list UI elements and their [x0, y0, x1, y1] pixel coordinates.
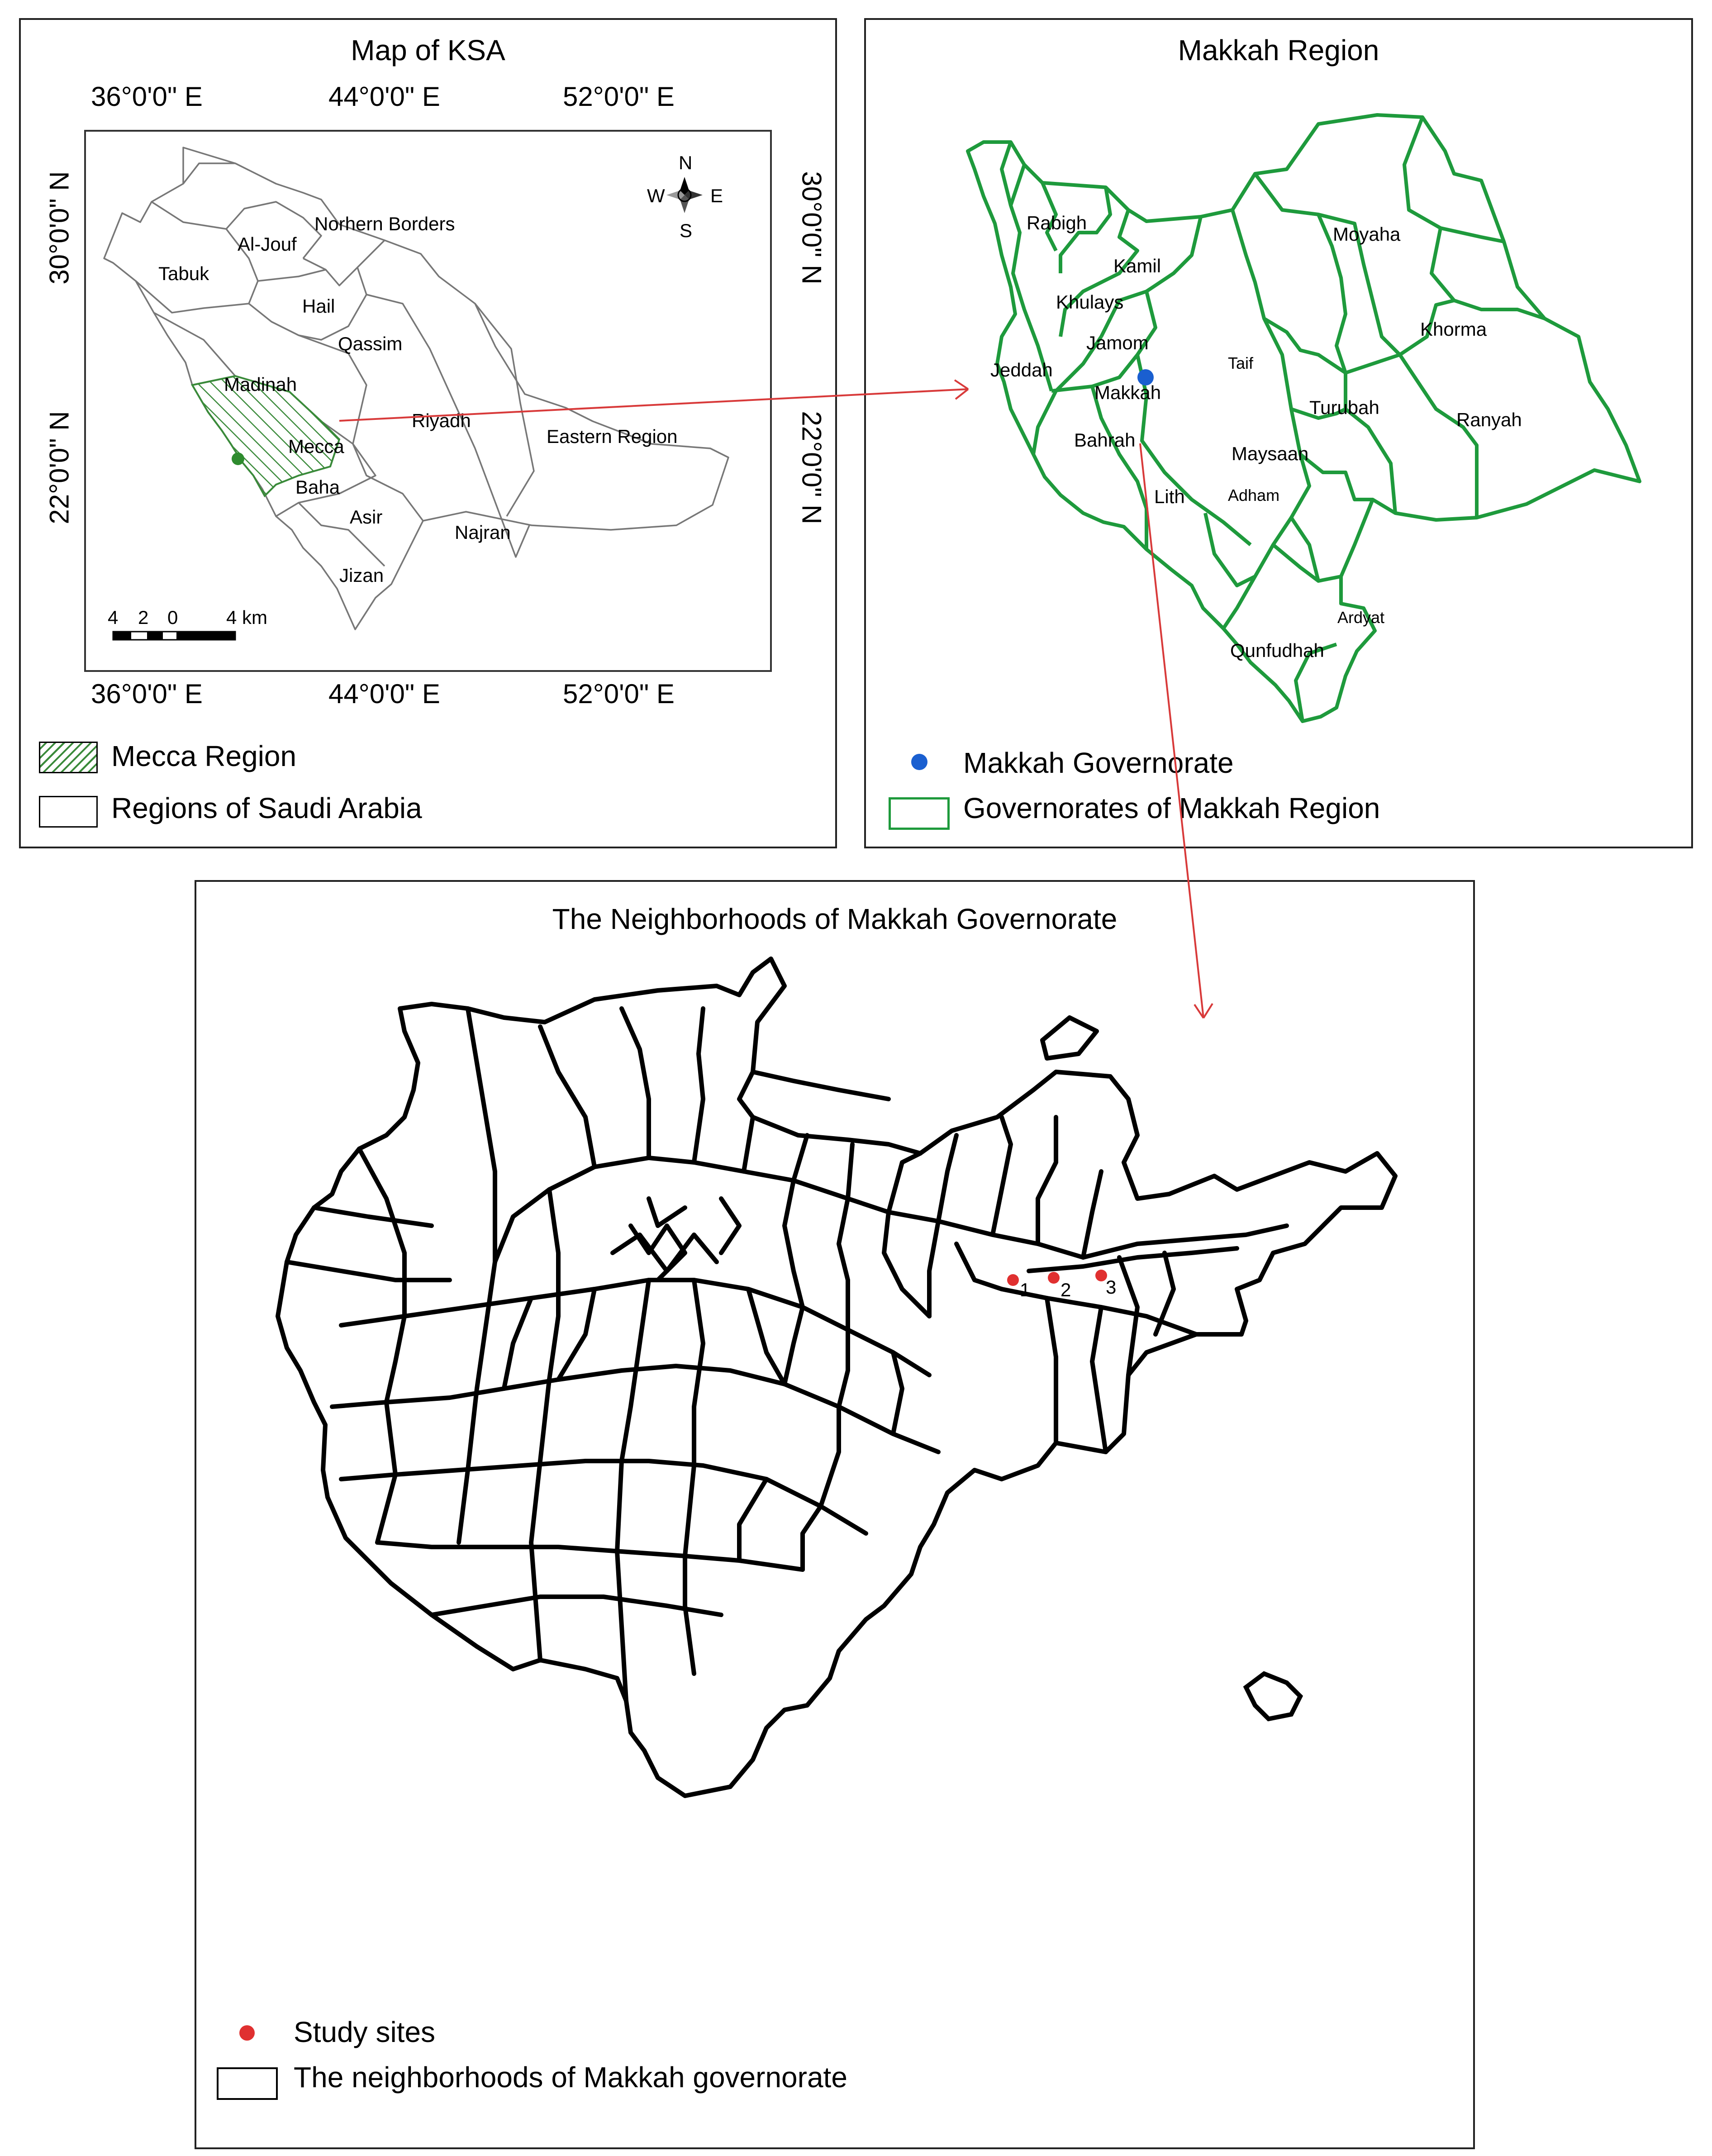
legend-label-governorates: Governorates of Makkah Region [963, 792, 1380, 824]
compass-east-label: E [710, 185, 723, 206]
gov-label-jeddah: Jeddah [990, 359, 1053, 381]
region-label-northern-borders: Norhern Borders [314, 213, 455, 234]
ksa-map-frame [84, 130, 772, 672]
legend-label-mecca-region: Mecca Region [111, 740, 297, 772]
region-label-al-jouf: Al-Jouf [238, 233, 297, 255]
gov-label-kamil: Kamil [1113, 255, 1161, 276]
region-label-tabuk: Tabuk [158, 263, 209, 284]
region-label-riyadh: Riyadh [412, 410, 471, 431]
compass-north-label: N [679, 152, 693, 173]
gov-label-moyaha: Moyaha [1333, 224, 1401, 245]
region-label-qassim: Qassim [338, 333, 403, 354]
ksa-map-panel [19, 18, 837, 848]
scale-tick-label: 4 km [226, 607, 268, 628]
study-site-marker [1007, 1274, 1019, 1286]
gov-label-taif: Taif [1228, 354, 1254, 372]
scale-tick-label: 0 [167, 607, 178, 628]
gov-label-rabigh: Rabigh [1027, 212, 1087, 233]
study-site-number: 3 [1106, 1276, 1117, 1298]
gov-label-turubah: Turubah [1309, 397, 1379, 418]
governorate-outline [278, 959, 1395, 1796]
right-latitude-label: 22°0'0" N [796, 411, 827, 524]
gov-label-adham: Adham [1228, 486, 1280, 504]
gov-label-khulays: Khulays [1056, 291, 1124, 313]
region-label-asir: Asir [350, 506, 383, 528]
study-site-number: 1 [1020, 1279, 1031, 1300]
region-label-jizan: Jizan [339, 565, 384, 586]
legend-label-makkah-governorate: Makkah Governorate [963, 747, 1234, 779]
gov-label-ardyat: Ardyat [1337, 608, 1385, 627]
makkah-region-panel [864, 18, 1693, 848]
legend-label-regions: Regions of Saudi Arabia [111, 792, 422, 824]
legend-dot-makkah-governorate [911, 754, 927, 770]
saudi-regions-map [86, 132, 770, 670]
right-latitude-label: 30°0'0" N [796, 171, 827, 285]
legend-label-study-sites: Study sites [294, 2016, 436, 2048]
detached-neighborhood [1246, 1674, 1300, 1719]
top-longitude-label: 44°0'0" E [328, 81, 440, 112]
gov-label-ranyah: Ranyah [1456, 409, 1522, 430]
left-latitude-label: 30°0'0" N [44, 171, 75, 285]
region-label-hail: Hail [302, 295, 335, 317]
compass-icon [666, 177, 703, 213]
gov-label-jamom: Jamom [1086, 332, 1149, 353]
neighborhoods-title: The Neighborhoods of Makkah Governorate [552, 903, 1118, 935]
gov-label-maysaan: Maysaan [1232, 443, 1309, 464]
study-site-number: 2 [1060, 1279, 1071, 1300]
mecca-city-dot [232, 452, 244, 465]
region-label-mecca: Mecca [288, 436, 344, 457]
scale-bar [113, 632, 235, 640]
neighborhoods-panel [195, 880, 1475, 2149]
gov-label-makkah: Makkah [1094, 382, 1161, 403]
gov-label-lith: Lith [1154, 486, 1185, 507]
region-label-madinah: Madinah [224, 374, 297, 395]
left-latitude-label: 22°0'0" N [44, 411, 75, 524]
ksa-map-title: Map of KSA [351, 34, 505, 67]
legend-label-neighborhoods: The neighborhoods of Makkah governorate [294, 2061, 847, 2094]
gov-label-qunfudhah: Qunfudhah [1230, 640, 1324, 661]
study-site-marker [1048, 1272, 1060, 1284]
legend-dot-study-sites [239, 2025, 255, 2041]
top-longitude-label: 52°0'0" E [563, 81, 675, 112]
legend-swatch-governorates [889, 797, 950, 830]
scale-tick-label: 2 [138, 607, 149, 628]
region-label-najran: Najran [455, 522, 511, 543]
compass-west-label: W [647, 185, 665, 206]
bottom-longitude-label: 44°0'0" E [328, 679, 440, 709]
top-longitude-label: 36°0'0" E [91, 81, 203, 112]
legend-swatch-neighborhoods [217, 2067, 278, 2100]
gov-label-bahrah: Bahrah [1074, 429, 1136, 451]
compass-south-label: S [680, 220, 693, 241]
region-label-eastern: Eastern Region [547, 426, 678, 447]
bottom-longitude-label: 52°0'0" E [563, 679, 675, 709]
scale-tick-label: 4 [108, 607, 119, 628]
makkah-region-title: Makkah Region [1178, 34, 1379, 67]
neighborhoods-map [196, 882, 1477, 2013]
gov-label-khorma: Khorma [1420, 319, 1487, 340]
legend-swatch-regions [39, 796, 98, 828]
region-label-baha: Baha [295, 476, 340, 498]
bottom-longitude-label: 36°0'0" E [91, 679, 203, 709]
legend-swatch-mecca-region [39, 742, 98, 773]
